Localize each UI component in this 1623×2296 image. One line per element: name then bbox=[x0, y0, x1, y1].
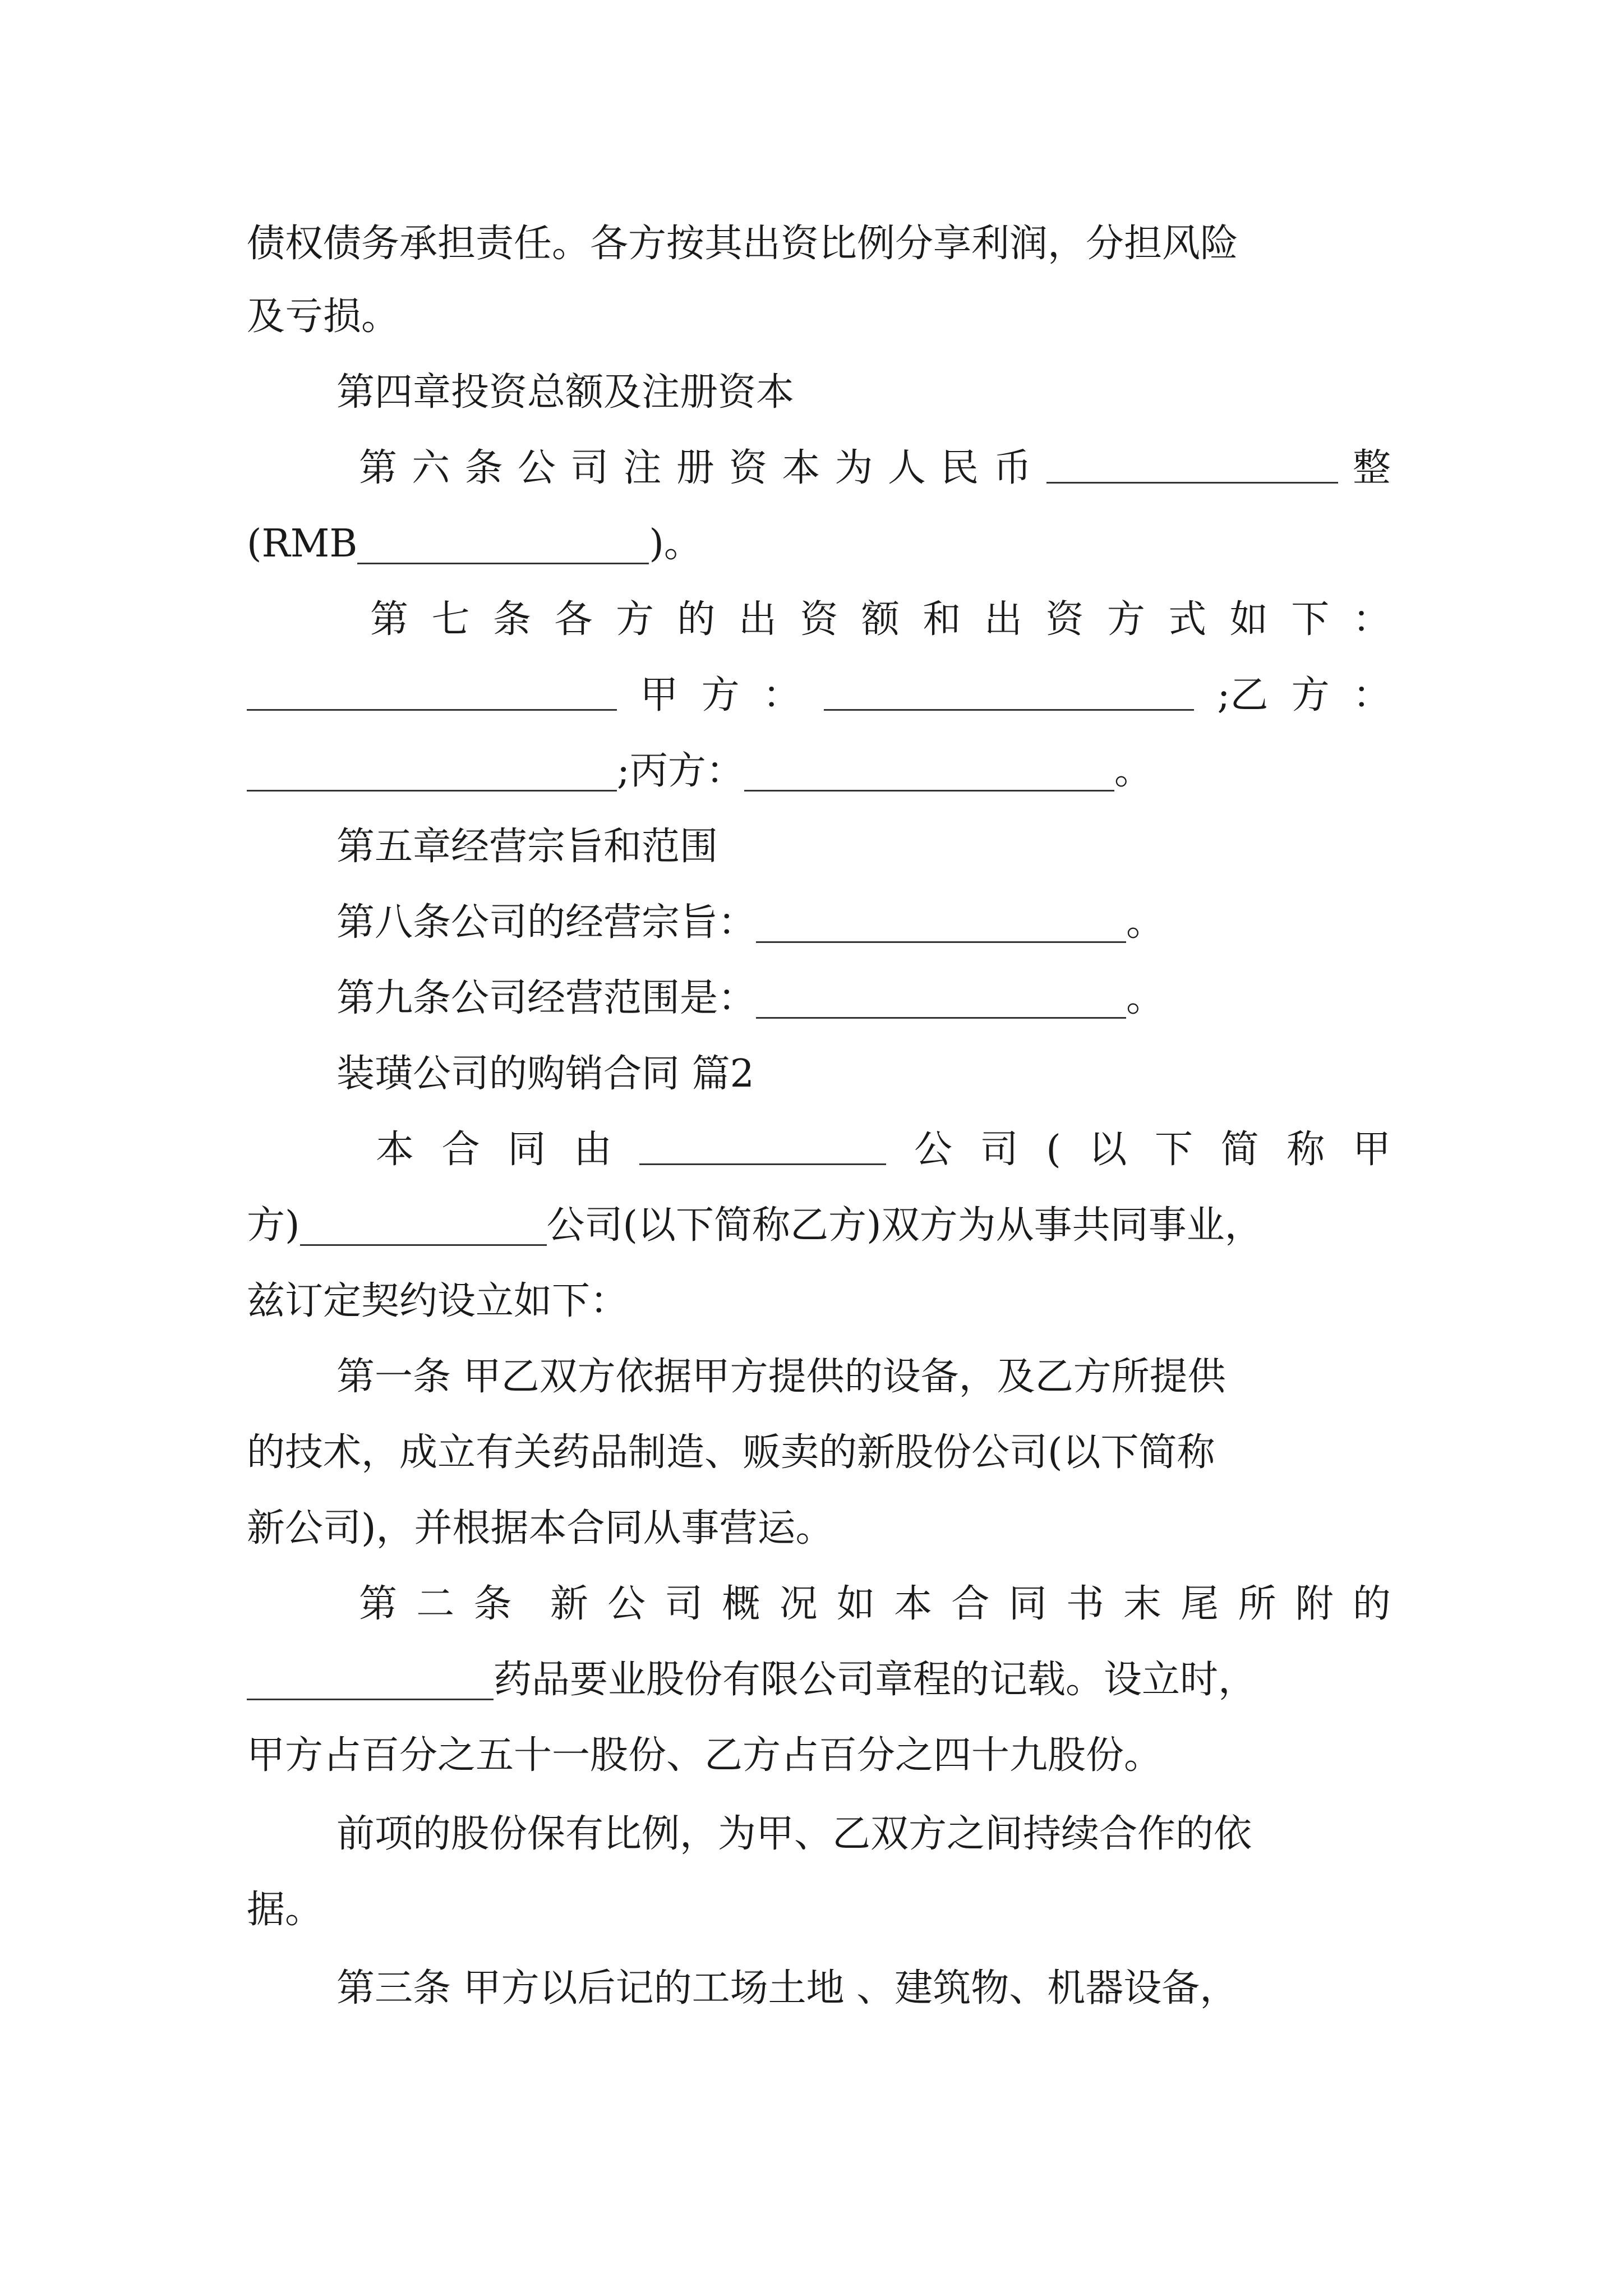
char: 公 bbox=[914, 1128, 953, 1172]
char: 如 bbox=[1229, 597, 1268, 642]
char: ;乙 bbox=[1217, 673, 1269, 717]
fill-in-blank[interactable] bbox=[357, 521, 649, 564]
char: ： bbox=[1352, 673, 1391, 717]
char: 司 bbox=[570, 446, 609, 490]
fill-in-blank[interactable] bbox=[247, 668, 617, 711]
char: 公 bbox=[517, 446, 556, 490]
char: 出 bbox=[984, 597, 1022, 642]
char: 简 bbox=[1220, 1128, 1259, 1172]
article-line: 第三条 甲方以后记的工场土地 、建筑物、机器设备， bbox=[336, 1966, 1238, 2010]
fill-in-blank[interactable] bbox=[247, 1657, 494, 1700]
char: 第 bbox=[359, 1582, 398, 1626]
text-segment: (RMB bbox=[247, 522, 358, 566]
char: 币 bbox=[993, 446, 1032, 490]
text-line bbox=[336, 889, 1391, 956]
char: 和 bbox=[923, 597, 961, 642]
fill-in-blank[interactable] bbox=[824, 668, 1194, 711]
char: 本 bbox=[894, 1582, 933, 1626]
char: 册 bbox=[676, 446, 714, 490]
text-segment: ;丙方： bbox=[617, 749, 744, 793]
char: 额 bbox=[861, 597, 900, 642]
text-line bbox=[336, 965, 1391, 1032]
fill-in-blank[interactable] bbox=[756, 900, 1126, 943]
char: 本 bbox=[376, 1128, 414, 1172]
char: 甲 bbox=[640, 673, 679, 717]
char: 所 bbox=[1238, 1582, 1276, 1626]
text-segment: 。 bbox=[1126, 976, 1165, 1020]
char: 尾 bbox=[1181, 1582, 1219, 1626]
text-line bbox=[247, 1646, 1391, 1714]
char: ： bbox=[762, 673, 801, 717]
fill-in-blank[interactable] bbox=[639, 1122, 886, 1165]
char: 同 bbox=[508, 1128, 546, 1172]
char: 出 bbox=[738, 597, 777, 642]
text-segment: 。 bbox=[1126, 900, 1165, 945]
char: 合 bbox=[951, 1582, 990, 1626]
char: 整 bbox=[1352, 446, 1391, 490]
text-line: 据。 bbox=[247, 1888, 324, 1932]
char: 新 bbox=[550, 1582, 588, 1626]
chapter-heading: 第四章投资总额及注册资本 bbox=[336, 370, 795, 415]
char: 下 bbox=[1291, 597, 1330, 642]
text-line: 甲方占百分之五十一股份、乙方占百分之四十九股份。 bbox=[247, 1733, 1163, 1778]
text-line: 债权债务承担责任。各方按其出资比例分享利润，分担风险 bbox=[247, 222, 1239, 266]
char: 由 bbox=[573, 1128, 612, 1172]
fill-in-blank[interactable] bbox=[247, 748, 617, 792]
text-line: 前项的股份保有比例，为甲、乙双方之间持续合作的依 bbox=[336, 1812, 1252, 1856]
text-line-justified bbox=[376, 1116, 1391, 1184]
char: 方 bbox=[1106, 597, 1145, 642]
text-line: 的技术，成立有关药品制造、贩卖的新股份公司(以下简称 bbox=[247, 1430, 1215, 1475]
char: 甲 bbox=[1352, 1128, 1391, 1172]
chapter-heading: 第五章经营宗旨和范围 bbox=[336, 825, 718, 869]
char: 资 bbox=[1045, 597, 1084, 642]
char: 六 bbox=[412, 446, 450, 490]
text-line: 及亏损。 bbox=[247, 295, 400, 339]
text-line-justified bbox=[247, 662, 1391, 729]
text-line bbox=[247, 510, 1391, 578]
char: 七 bbox=[431, 597, 470, 642]
char: 如 bbox=[836, 1582, 875, 1626]
char: 二 bbox=[416, 1582, 455, 1626]
char: 本 bbox=[782, 446, 820, 490]
char: 条 bbox=[473, 1582, 512, 1626]
text-line-justified bbox=[359, 1571, 1391, 1638]
text-segment: )。 bbox=[649, 522, 702, 566]
char: 的 bbox=[1352, 1582, 1391, 1626]
fill-in-blank[interactable] bbox=[756, 976, 1126, 1019]
char: 条 bbox=[492, 597, 531, 642]
char: 司 bbox=[980, 1128, 1018, 1172]
char: ( bbox=[1046, 1128, 1061, 1172]
text-line: 新公司)，并根据本合同从事营运。 bbox=[247, 1506, 834, 1550]
char: 人 bbox=[887, 446, 926, 490]
char: 公 bbox=[607, 1582, 646, 1626]
char: 概 bbox=[722, 1582, 760, 1626]
section-heading: 装璜公司的购销合同 篇2 bbox=[336, 1052, 754, 1096]
char: 方 bbox=[701, 673, 740, 717]
char: 资 bbox=[800, 597, 838, 642]
char: 为 bbox=[834, 446, 873, 490]
text-line-justified bbox=[359, 435, 1391, 502]
text-segment: 药品要业股份有限公司章程的记载。设立时， bbox=[494, 1658, 1257, 1702]
char: 同 bbox=[1008, 1582, 1047, 1626]
char: 称 bbox=[1287, 1128, 1325, 1172]
text-line-justified bbox=[370, 586, 1391, 654]
char: 第 bbox=[370, 597, 409, 642]
char: 以 bbox=[1089, 1128, 1127, 1172]
char: 况 bbox=[779, 1582, 818, 1626]
text-line: 兹订定契约设立如下： bbox=[247, 1279, 629, 1323]
text-line bbox=[247, 738, 1391, 805]
text-segment: 第九条公司经营范围是： bbox=[336, 976, 757, 1020]
char: 附 bbox=[1295, 1582, 1334, 1626]
char: 方 bbox=[615, 597, 654, 642]
char: 注 bbox=[623, 446, 662, 490]
char: 资 bbox=[728, 446, 767, 490]
char: 末 bbox=[1123, 1582, 1162, 1626]
fill-in-blank[interactable] bbox=[744, 748, 1114, 792]
article-line: 第一条 甲乙双方依据甲方提供的设备，及乙方所提供 bbox=[336, 1355, 1226, 1399]
text-segment: 公司(以下简称乙方)双方为从事共同事业， bbox=[546, 1203, 1263, 1248]
char: 条 bbox=[464, 446, 503, 490]
char: 民 bbox=[940, 446, 979, 490]
char: 第 bbox=[359, 446, 398, 490]
char: 书 bbox=[1066, 1582, 1104, 1626]
text-segment: 第八条公司的经营宗旨： bbox=[336, 900, 757, 945]
char: ： bbox=[1352, 597, 1391, 642]
text-segment: 。 bbox=[1114, 749, 1152, 793]
text-line bbox=[247, 1192, 1391, 1259]
char: 下 bbox=[1154, 1128, 1193, 1172]
char: 式 bbox=[1168, 597, 1207, 642]
char: 司 bbox=[665, 1582, 703, 1626]
char: 方 bbox=[1291, 673, 1330, 717]
fill-in-blank[interactable] bbox=[1046, 440, 1338, 484]
char: 各 bbox=[554, 597, 593, 642]
char: 的 bbox=[677, 597, 716, 642]
char: 合 bbox=[441, 1128, 480, 1172]
fill-in-blank[interactable] bbox=[300, 1203, 547, 1246]
text-segment: 方) bbox=[247, 1203, 300, 1248]
